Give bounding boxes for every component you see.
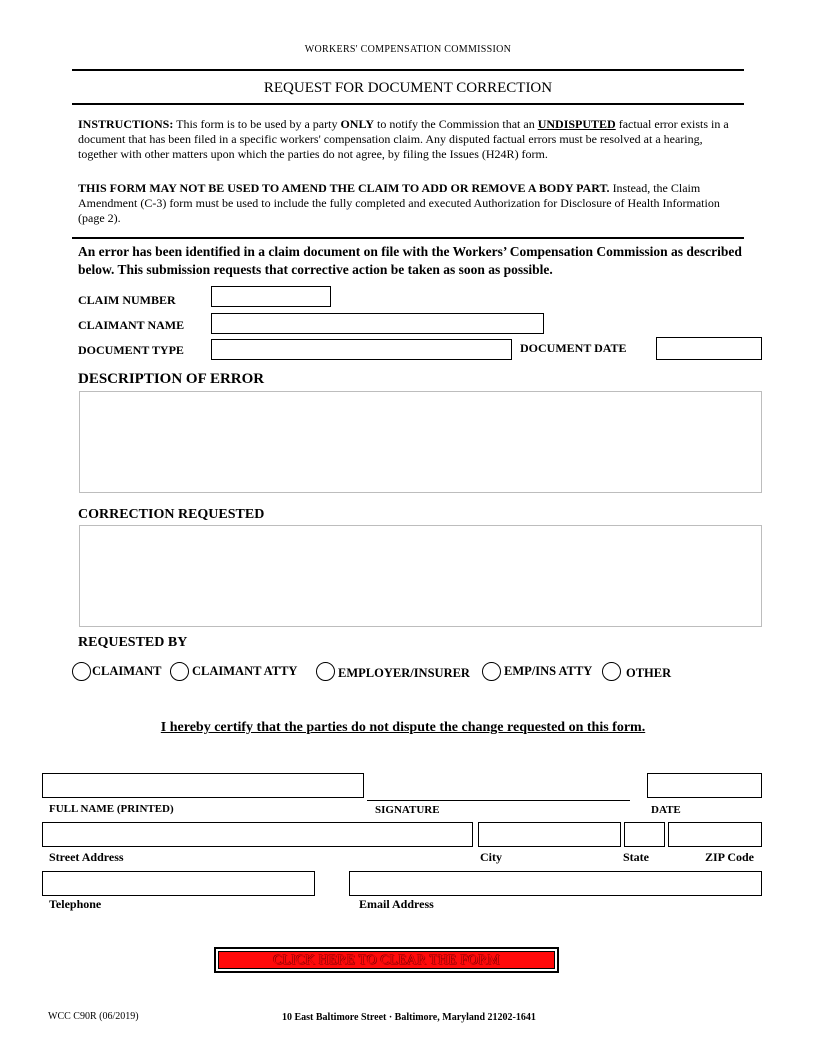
form-id: WCC C90R (06/2019) — [48, 1011, 139, 1022]
notice-bold: THIS FORM MAY NOT BE USED TO AMEND THE CLAIM TO ADD OR REMOVE A BODY PART. — [78, 181, 610, 195]
radio-employer-insurer[interactable] — [316, 662, 335, 681]
radio-claimant-atty-label: CLAIMANT ATTY — [192, 664, 298, 678]
instructions-text-2: to notify the Commission that an — [374, 117, 538, 131]
radio-other[interactable] — [602, 662, 621, 681]
instructions-text-1: This form is to be used by a party — [173, 117, 341, 131]
city-input[interactable] — [478, 822, 621, 847]
requested-by-label: REQUESTED BY — [78, 635, 188, 650]
description-textarea[interactable] — [79, 391, 762, 493]
notice-paragraph — [78, 181, 740, 226]
document-type-label: DOCUMENT TYPE — [78, 343, 184, 357]
radio-employer-insurer-label: EMPLOYER/INSURER — [338, 666, 470, 680]
telephone-input[interactable] — [42, 871, 315, 896]
telephone-label: Telephone — [49, 897, 102, 911]
full-name-label: FULL NAME (PRINTED) — [49, 803, 174, 815]
zip-code-input[interactable] — [668, 822, 762, 847]
zip-code-label: ZIP Code — [705, 850, 755, 864]
email-address-label: Email Address — [359, 897, 434, 911]
city-label: City — [480, 850, 502, 864]
street-address-label: Street Address — [49, 850, 124, 864]
instructions-undisputed: UNDISPUTED — [537, 117, 616, 131]
certification-statement: I hereby certify that the parties do not dispute the change requested on this form. — [160, 720, 646, 735]
radio-other-label: OTHER — [626, 666, 672, 680]
document-type-input[interactable] — [211, 339, 512, 360]
claimant-name-label: CLAIMANT NAME — [78, 318, 185, 332]
document-date-input[interactable] — [656, 337, 762, 360]
form-title: REQUEST FOR DOCUMENT CORRECTION — [263, 80, 553, 96]
signature-label: SIGNATURE — [375, 804, 440, 816]
clear-form-button-label: CLICK HERE TO CLEAR THE FORM — [218, 951, 555, 969]
instructions-paragraph — [78, 117, 740, 162]
state-label: State — [623, 850, 649, 864]
radio-emp-ins-atty[interactable] — [482, 662, 501, 681]
signature-date-input[interactable] — [647, 773, 762, 798]
signature-date-label: DATE — [651, 804, 681, 816]
notice-text: Instead, the Claim Amendment (C-3) form must be used to include the fully completed and executed Authorization for Disclosure of Health Information (page 2). — [78, 181, 720, 225]
claim-number-input[interactable] — [211, 286, 331, 307]
claimant-name-input[interactable] — [211, 313, 544, 334]
claim-number-label: CLAIM NUMBER — [78, 293, 176, 307]
document-date-label: DOCUMENT DATE — [520, 341, 627, 355]
instructions-label: INSTRUCTIONS: — [78, 117, 174, 131]
title-rule — [72, 103, 744, 105]
correction-label: CORRECTION REQUESTED — [78, 507, 265, 522]
street-address-input[interactable] — [42, 822, 473, 847]
commission-address: 10 East Baltimore Street · Baltimore, Maryland 21202-1641 — [282, 1012, 536, 1023]
signature-line[interactable] — [367, 800, 630, 801]
correction-textarea[interactable] — [79, 525, 762, 627]
top-rule — [72, 69, 744, 71]
clear-form-button[interactable] — [214, 947, 559, 973]
full-name-input[interactable] — [42, 773, 364, 798]
radio-claimant[interactable] — [72, 662, 91, 681]
instructions-only: ONLY — [340, 117, 375, 131]
radio-claimant-label: CLAIMANT — [92, 664, 162, 678]
description-label: DESCRIPTION OF ERROR — [78, 371, 265, 387]
email-address-input[interactable] — [349, 871, 762, 896]
agency-header: WORKERS' COMPENSATION COMMISSION — [304, 44, 512, 55]
state-input[interactable] — [624, 822, 665, 847]
radio-emp-ins-atty-label: EMP/INS ATTY — [504, 664, 593, 678]
statement-rule — [72, 237, 744, 239]
statement-text: An error has been identified in a claim document on file with the Workers’ Compensation Commission as described below. This submission requests that corrective action be taken as soon as possible. — [78, 244, 742, 277]
instructions-text-3: factual error exists in a document that has been filed in a specific workers' compensation claim. Any disputed factual errors must be resolved at a hearing, together with other matters upon which the parties do not agree, by filing the Issues (H24R) form. — [78, 117, 729, 161]
radio-claimant-atty[interactable] — [170, 662, 189, 681]
